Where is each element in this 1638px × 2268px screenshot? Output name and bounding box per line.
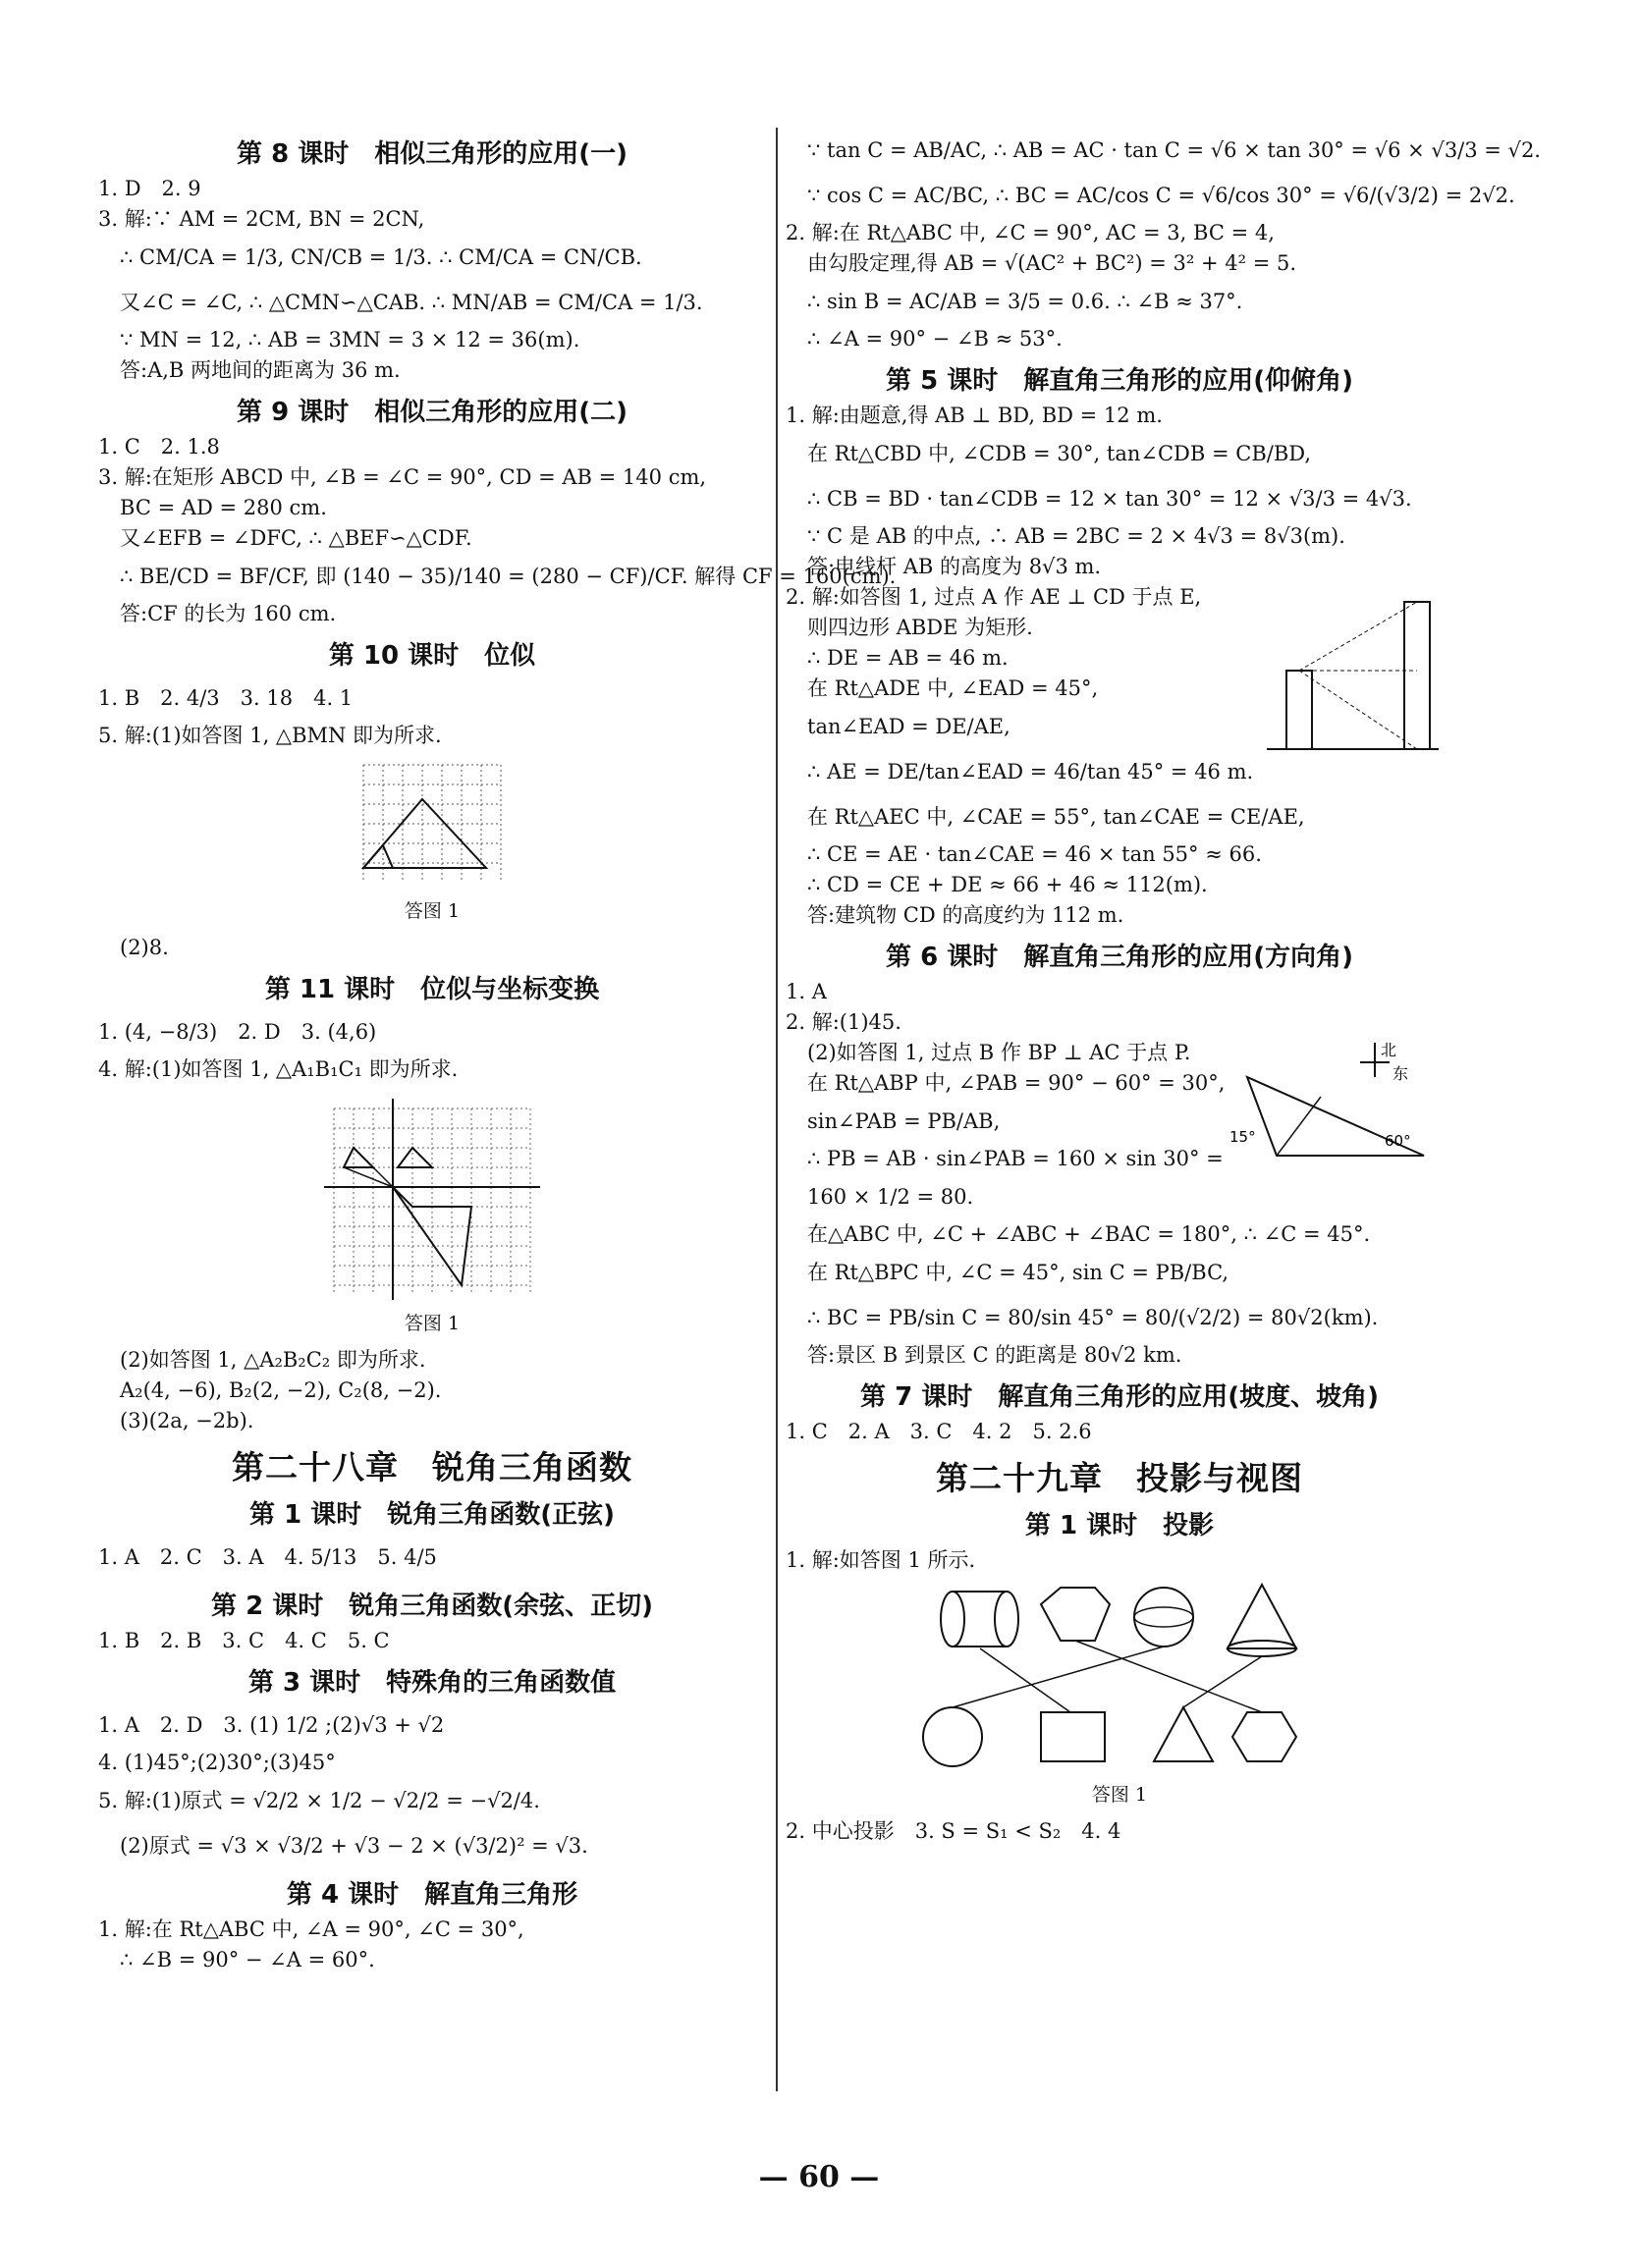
answer-line: 1. A 2. D 3. (1) 1/2 ;(2)√3 + √2 — [98, 1713, 445, 1737]
section-title: 第 9 课时 相似三角形的应用(二) — [237, 398, 628, 427]
answer-line: ∵ MN = 12, ∴ AB = 3MN = 3 × 12 = 36(m). — [120, 328, 580, 351]
answer-line: 1. D 2. 9 — [98, 177, 201, 200]
section-title: 第 6 课时 解直角三角形的应用(方向角) — [886, 943, 1353, 972]
answer-line: 3. 解:∵ AM = 2CM, BN = 2CN, — [98, 207, 425, 231]
figure-caption: 答图 1 — [404, 900, 461, 922]
angle-label: 60° — [1385, 1132, 1411, 1150]
section-title: 第 10 课时 位似 — [328, 641, 536, 671]
answer-line: 1. 解:如答图 1 所示. — [786, 1548, 976, 1572]
answer-line: ∴ PB = AB · sin∠PAB = 160 × sin 30° = — [807, 1147, 1224, 1170]
section-title: 第 8 课时 相似三角形的应用(一) — [237, 139, 628, 169]
answer-line: 答:A,B 两地间的距离为 36 m. — [120, 358, 401, 382]
column-divider — [776, 128, 778, 2091]
answer-line: (3)(2a, −2b). — [120, 1409, 254, 1432]
projection-matching-figure — [913, 1580, 1326, 1776]
answer-line: 又∠C = ∠C, ∴ △CMN∽△CAB. ∴ MN/AB = CM/CA = 1/3. — [120, 291, 703, 314]
answer-line: 答:建筑物 CD 的高度约为 112 m. — [807, 903, 1124, 927]
east-label: 东 — [1392, 1064, 1409, 1083]
answer-line: tan∠EAD = DE/AE, — [807, 715, 1010, 738]
section-title: 第 3 课时 特殊角的三角函数值 — [247, 1668, 617, 1698]
answer-line: ∴ CE = AE · tan∠CAE = 46 × tan 55° ≈ 66. — [807, 842, 1262, 866]
building-elevation-figure — [1257, 582, 1444, 779]
right-column — [786, 128, 1541, 1847]
answer-line: (2)如答图 1, 过点 B 作 BP ⊥ AC 于点 P. — [807, 1041, 1191, 1064]
q6-block — [786, 1038, 1453, 1219]
similar-triangle-figure — [354, 755, 511, 892]
answer-line: 由勾股定理,得 AB = √(AC² + BC²) = 3² + 4² = 5. — [807, 251, 1297, 275]
answer-line: ∵ tan C = AB/AC, ∴ AB = AC · tan C = √6 × tan 30° = √6 × √3/3 = √2. — [807, 138, 1541, 162]
chapter-title: 第二十八章 锐角三角函数 — [232, 1448, 632, 1486]
answer-line: (2)原式 = √3 × √3/2 + √3 − 2 × (√3/2)² = √3. — [120, 1834, 588, 1858]
answer-line: ∴ AE = DE/tan∠EAD = 46/tan 45° = 46 m. — [807, 760, 1254, 783]
answer-line: ∴ CD = CE + DE ≈ 66 + 46 ≈ 112(m). — [807, 873, 1208, 896]
answer-line: 又∠EFB = ∠DFC, ∴ △BEF∽△CDF. — [120, 526, 472, 550]
section-title: 第 5 课时 解直角三角形的应用(仰俯角) — [886, 366, 1353, 396]
answer-line: 1. C 2. A 3. C 4. 2 5. 2.6 — [786, 1420, 1092, 1443]
answer-line: BC = AD = 280 cm. — [120, 496, 327, 519]
section-title: 第 4 课时 解直角三角形 — [286, 1880, 578, 1910]
answer-line: 160 × 1/2 = 80. — [807, 1185, 974, 1209]
answer-line: 2. 解:在 Rt△ABC 中, ∠C = 90°, AC = 3, BC = 4, — [786, 221, 1275, 244]
answer-line: 1. (4, −8/3) 2. D 3. (4,6) — [98, 1020, 377, 1044]
coordinate-figure — [314, 1089, 550, 1305]
answer-line: ∴ ∠B = 90° − ∠A = 60°. — [120, 1948, 375, 1971]
section-title: 第 11 课时 位似与坐标变换 — [264, 975, 600, 1004]
answer-line: 2. 中心投影 3. S = S₁ < S₂ 4. 4 — [786, 1819, 1121, 1843]
answer-line: ∴ CM/CA = 1/3, CN/CB = 1/3. ∴ CM/CA = CN/CB. — [120, 245, 642, 269]
q2-block — [786, 582, 1453, 794]
answer-line: 在△ABC 中, ∠C + ∠ABC + ∠BAC = 180°, ∴ ∠C = 45°. — [807, 1222, 1371, 1246]
answer-line: sin∠PAB = PB/AB, — [807, 1109, 1001, 1133]
answer-line: ∴ CB = BD · tan∠CDB = 12 × tan 30° = 12 × √3/3 = 4√3. — [807, 487, 1412, 511]
answer-line: 1. B 2. 4/3 3. 18 4. 1 — [98, 686, 354, 710]
answer-line: ∵ cos C = AC/BC, ∴ BC = AC/cos C = √6/cos 30° = √6/(√3/2) = 2√2. — [807, 184, 1515, 207]
answer-line: 1. 解:在 Rt△ABC 中, ∠A = 90°, ∠C = 30°, — [98, 1917, 524, 1941]
answer-line: 则四边形 ABDE 为矩形. — [807, 616, 1033, 639]
section-title: 第 2 课时 锐角三角函数(余弦、正切) — [211, 1592, 653, 1621]
answer-line: 1. A — [786, 980, 827, 1003]
answer-line: ∴ sin B = AC/AB = 3/5 = 0.6. ∴ ∠B ≈ 37°. — [807, 290, 1243, 313]
answer-line: ∴ ∠A = 90° − ∠B ≈ 53°. — [807, 327, 1063, 351]
section-title: 第 1 课时 投影 — [1024, 1511, 1215, 1540]
answer-line: 答:电线杆 AB 的高度为 8√3 m. — [807, 555, 1102, 578]
answer-line: 5. 解:(1)原式 = √2/2 × 1/2 − √2/2 = −√2/4. — [98, 1789, 540, 1812]
answer-line: 4. (1)45°;(2)30°;(3)45° — [98, 1751, 336, 1774]
answer-line: 1. 解:由题意,得 AB ⊥ BD, BD = 12 m. — [786, 404, 1163, 427]
answer-line: ∵ C 是 AB 的中点, ∴ AB = 2BC = 2 × 4√3 = 8√3(m). — [807, 524, 1345, 548]
north-label: 北 — [1381, 1041, 1397, 1059]
answer-line: 4. 解:(1)如答图 1, △A₁B₁C₁ 即为所求. — [98, 1057, 459, 1081]
answer-line: 答:CF 的长为 160 cm. — [120, 602, 337, 625]
answer-line: 1. B 2. B 3. C 4. C 5. C — [98, 1629, 390, 1652]
figure-caption: 答图 1 — [1091, 1784, 1148, 1806]
answer-line: A₂(4, −6), B₂(2, −2), C₂(8, −2). — [120, 1378, 442, 1402]
answer-line: (2)8. — [120, 936, 169, 959]
direction-angle-figure — [1228, 1038, 1444, 1185]
answer-line: ∴ BC = PB/sin C = 80/sin 45° = 80/(√2/2) = 80√2(km). — [807, 1306, 1379, 1329]
answer-line: 在 Rt△ABP 中, ∠PAB = 90° − 60° = 30°, — [807, 1071, 1226, 1095]
answer-line: 答:景区 B 到景区 C 的距离是 80√2 km. — [807, 1343, 1182, 1367]
section-title: 第 7 课时 解直角三角形的应用(坡度、坡角) — [860, 1382, 1379, 1412]
answer-line: 1. A 2. C 3. A 4. 5/13 5. 4/5 — [98, 1545, 437, 1569]
answer-line: 2. 解:(1)45. — [786, 1010, 901, 1034]
answer-line: 1. C 2. 1.8 — [98, 435, 220, 459]
answer-line: 2. 解:如答图 1, 过点 A 作 AE ⊥ CD 于点 E, — [786, 585, 1202, 609]
answer-line: 在 Rt△CBD 中, ∠CDB = 30°, tan∠CDB = CB/BD, — [807, 442, 1312, 465]
figure-caption: 答图 1 — [404, 1313, 461, 1334]
answer-line: ∴ DE = AB = 46 m. — [807, 646, 1009, 670]
answer-line: 在 Rt△BPC 中, ∠C = 45°, sin C = PB/BC, — [807, 1261, 1229, 1284]
answer-line: 5. 解:(1)如答图 1, △BMN 即为所求. — [98, 724, 442, 747]
chapter-title: 第二十九章 投影与视图 — [936, 1459, 1303, 1497]
answer-line: 在 Rt△AEC 中, ∠CAE = 55°, tan∠CAE = CE/AE, — [807, 805, 1305, 829]
angle-label: 15° — [1229, 1128, 1256, 1146]
page-number: — 60 — — [758, 2160, 880, 2194]
section-title: 第 1 课时 锐角三角函数(正弦) — [249, 1500, 615, 1530]
answer-line: 3. 解:在矩形 ABCD 中, ∠B = ∠C = 90°, CD = AB = 140 cm, — [98, 465, 707, 489]
answer-line: 在 Rt△ADE 中, ∠EAD = 45°, — [807, 676, 1099, 700]
answer-line: (2)如答图 1, △A₂B₂C₂ 即为所求. — [120, 1348, 426, 1372]
answer-line: ∴ BE/CD = BF/CF, 即 (140 − 35)/140 = (280 − CF)/CF. 解得 CF = 160(cm). — [120, 565, 897, 588]
